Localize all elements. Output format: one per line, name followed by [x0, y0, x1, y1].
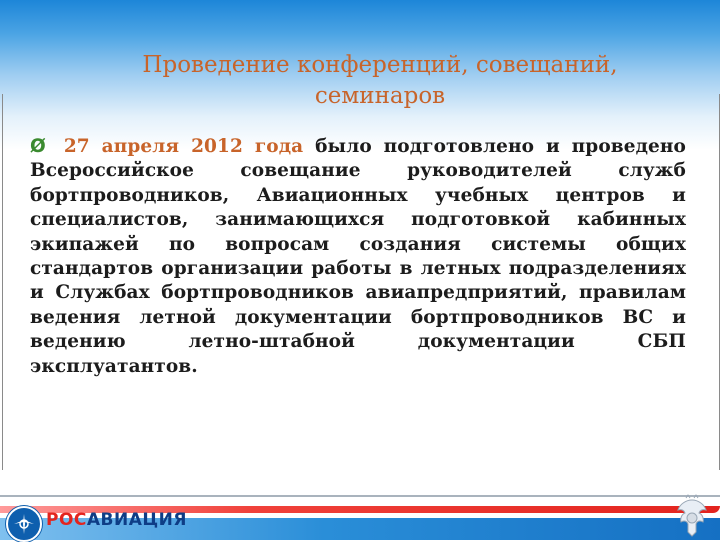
rosaviatsia-logo — [46, 510, 187, 530]
footer-bar — [0, 494, 720, 540]
logo-suffix: АВИАЦИЯ — [86, 510, 187, 530]
logo-prefix: РОС — [46, 510, 87, 530]
footer-divider — [0, 495, 720, 497]
russian-coat-of-arms-icon — [672, 494, 712, 540]
paragraph-text: было подготовлено и проведено Всероссийское совещание руководителей служб бортпроводников, Авиационных учебных центров и специалистов, занимающихся подготовкой кабинных экипажей по вопросам создания системы общих стандартов организации работы в летных подразделениях и Службах бортпроводников авиапредприятий, правилам ведения летной документации бортпроводников ВС и ведению летно-штабной документации СБП эксплуатантов. — [30, 136, 686, 377]
slide-body-paragraph — [30, 135, 686, 379]
arrow-bullet-icon: Ø — [30, 136, 46, 157]
highlighted-date: 27 апреля 2012 года — [63, 136, 304, 157]
rosaviatsia-emblem-icon — [6, 506, 42, 542]
slide-title: Проведение конференций, совещаний, семинаров — [142, 52, 618, 109]
